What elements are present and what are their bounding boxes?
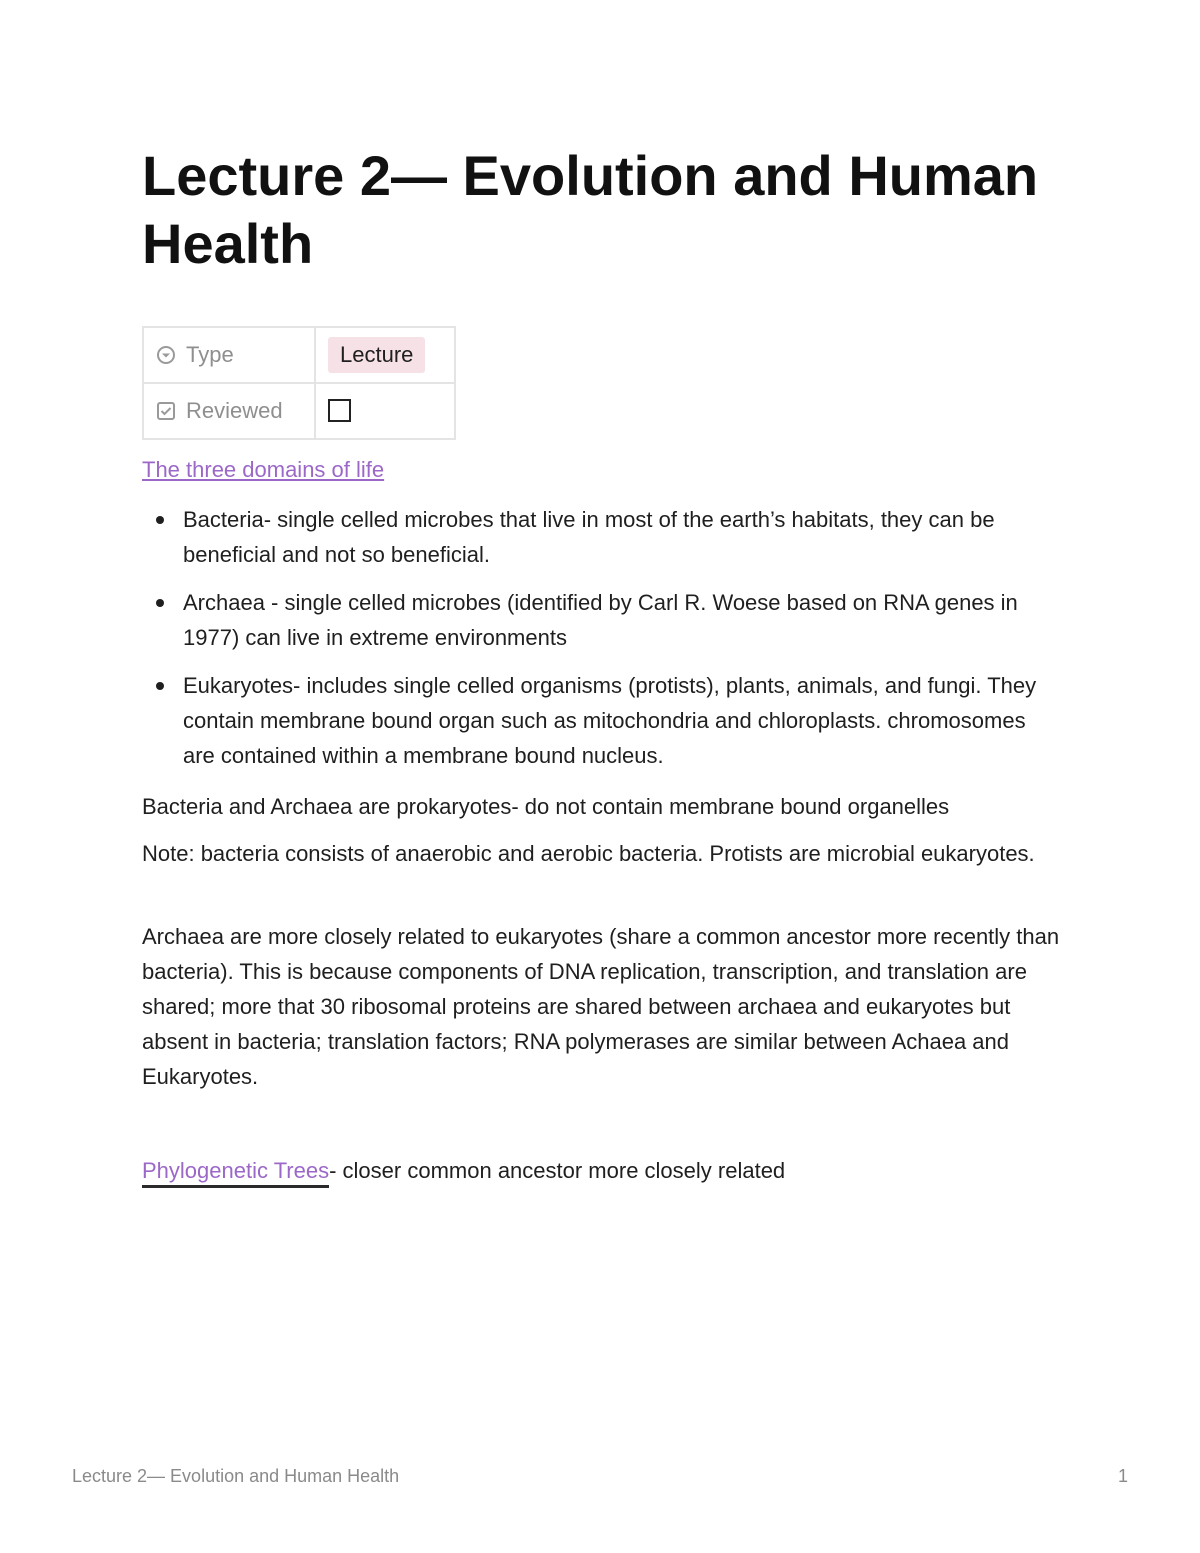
property-key-type: [143, 327, 315, 383]
list-item: [142, 668, 1062, 773]
domains-list: [142, 502, 1062, 786]
list-item-text: Archaea - single celled microbes (identified by Carl R. Woese based on RNA genes in 1977) can live in extreme environments: [183, 590, 1018, 650]
paragraph-prokaryotes: Bacteria and Archaea are prokaryotes- do not contain membrane bound organelles: [142, 794, 950, 819]
property-value-type[interactable]: [315, 327, 455, 383]
page-number: 1: [1117, 1466, 1128, 1486]
footer-title: Lecture 2— Evolution and Human Health: [72, 1466, 400, 1486]
bullet-icon: [156, 516, 164, 524]
list-item: [142, 585, 1062, 655]
section-link-paragraph: [142, 452, 1062, 487]
property-value-reviewed[interactable]: [315, 383, 455, 439]
list-item: [142, 502, 1062, 572]
paragraph-archaea: Archaea are more closely related to eukaryotes (share a common ancestor more recently than bacteria). This is because components of DNA replication, transcription, and translation are shared; more that 30 ribosomal proteins are shared between archaea and eukaryotes but absent in bacteria; translation factors; RNA polymerases are similar between Achaea and Eukaryotes.: [142, 924, 1060, 1089]
properties-table: [142, 326, 456, 440]
paragraph-note: Note: bacteria consists of anaerobic and aerobic bacteria. Protists are microbial eukaryotes.: [142, 841, 1035, 866]
phylogenetic-text: - closer common ancestor more closely related: [329, 1158, 786, 1183]
phylogenetic-paragraph: [142, 1153, 1062, 1188]
list-item-text: Bacteria- single celled microbes that live in most of the earth’s habitats, they can be beneficial and not so beneficial.: [183, 507, 995, 567]
page-title: Lecture 2— Evolution and Human Health: [142, 144, 1039, 275]
bullet-icon: [156, 599, 164, 607]
property-label: Type: [186, 342, 234, 367]
property-row-type: [143, 327, 455, 383]
phylogenetic-trees-link[interactable]: Phylogenetic Trees: [142, 1158, 329, 1188]
reviewed-checkbox[interactable]: [328, 399, 351, 422]
property-key-reviewed: [143, 383, 315, 439]
type-tag[interactable]: Lecture: [328, 337, 425, 373]
checkbox-icon: [156, 401, 176, 421]
bullet-icon: [156, 682, 164, 690]
list-item-text: Eukaryotes- includes single celled organisms (protists), plants, animals, and fungi. They contain membrane bound organ such as mitochondria and chloroplasts. chromosomes are contained within a membrane bound nucleus.: [183, 673, 1037, 768]
property-label: Reviewed: [186, 398, 283, 423]
section-link[interactable]: The three domains of life: [142, 457, 385, 482]
property-row-reviewed: [143, 383, 455, 439]
select-icon: [156, 345, 176, 365]
